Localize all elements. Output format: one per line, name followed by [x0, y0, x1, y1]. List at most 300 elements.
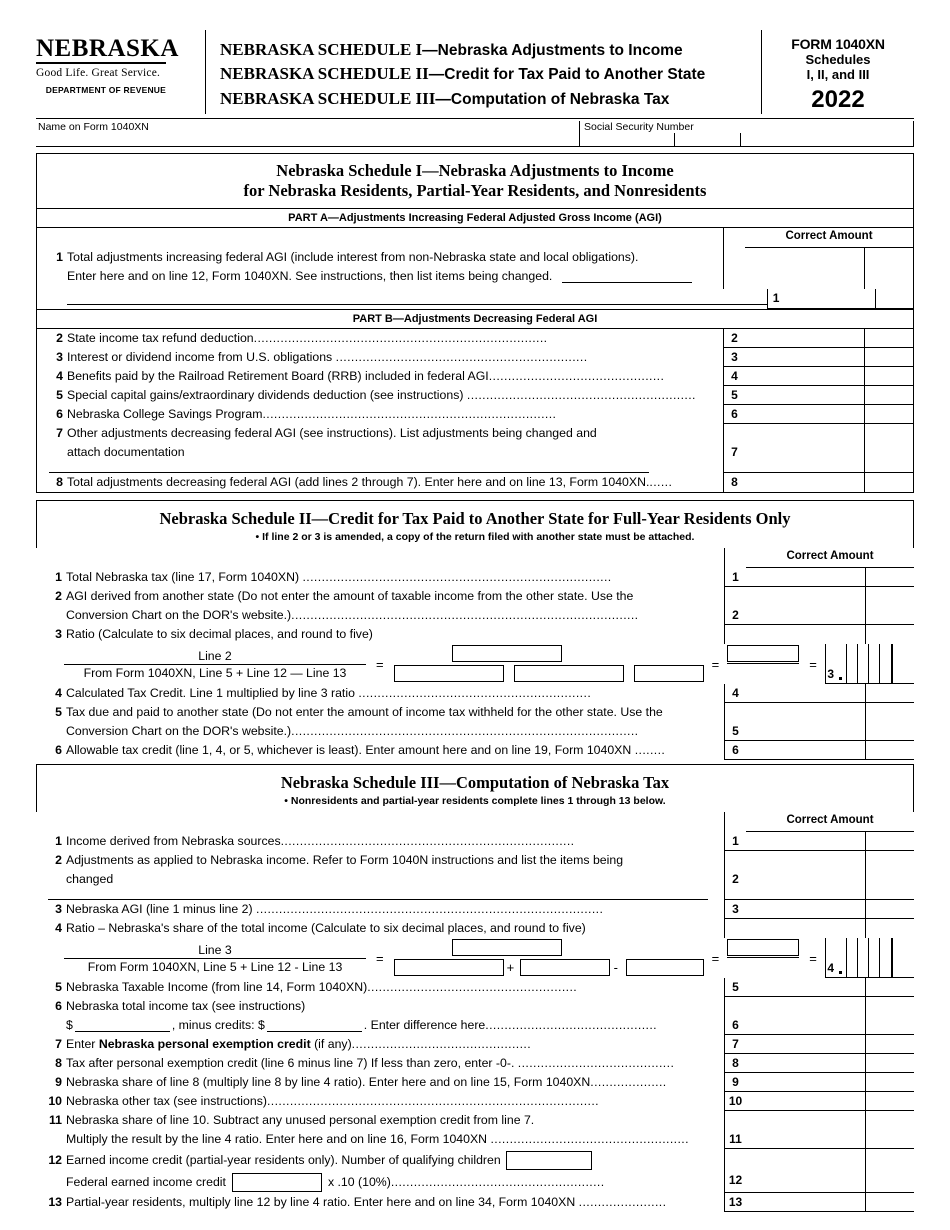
schedule-3-line-10-cents[interactable] — [866, 1092, 914, 1111]
line-number-col: 4 — [723, 367, 745, 386]
line-number-col: 11 — [724, 1130, 746, 1149]
schedule-2-ratio-numerator: Line 2 — [64, 649, 366, 665]
schedule-3-line-11b — [36, 1130, 914, 1149]
leader-dots: ........................................................................................... — [256, 902, 604, 916]
line-number: 8 — [55, 1056, 62, 1070]
schedule-2-note: • If line 2 or 3 is amended, a copy of the return filed with another state must be attached. — [255, 531, 695, 543]
line-text: Nebraska College Savings Program — [67, 407, 263, 421]
schedule-3-qualifying-children-input[interactable] — [506, 1151, 592, 1170]
schedule-3-line-4-number: 4 — [825, 938, 836, 978]
schedule-2-ratio-denom-input-2[interactable] — [514, 665, 624, 682]
line-number-col: 13 — [724, 1193, 746, 1212]
line-number-col: 2 — [723, 329, 745, 348]
schedule-3-line-9-cents[interactable] — [866, 1073, 914, 1092]
line-text: Nebraska AGI (line 1 minus line 2) — [66, 902, 257, 916]
schedule-1-line-6-amount[interactable] — [745, 405, 865, 424]
leader-dots: ............................................................ — [466, 388, 696, 402]
line-text: Nebraska Taxable Income (from line 14, Form 1040XN) — [66, 980, 368, 994]
line-number: 1 — [56, 250, 63, 264]
schedule-1-line-1-amount[interactable] — [784, 289, 876, 309]
schedule-2-title: Nebraska Schedule II—Credit for Tax Paid to Another State for Full-Year Residents Only — [159, 509, 791, 528]
ssn-field[interactable] — [579, 121, 914, 147]
schedule-3-line-6-credits-input[interactable] — [267, 1020, 362, 1032]
line-number: 6 — [56, 407, 63, 421]
line-text: Special capital gains/extraordinary dividends deduction (see instructions) — [67, 388, 467, 402]
line-text: Tax after personal exemption credit (line 6 minus line 7) If less than zero, enter -0-. — [66, 1056, 518, 1070]
schedule-2-line-2-amount[interactable] — [746, 606, 866, 625]
line-number-col: 1 — [724, 568, 746, 587]
line-number-col: 5 — [724, 978, 746, 997]
line-text: Total adjustments decreasing federal AGI (add lines 2 through 7). Enter here and on line 13, Form 1040XN. — [67, 475, 650, 489]
leader-dots: ....................................................................................... — [266, 1094, 599, 1108]
line-number-col: 4 — [724, 684, 746, 703]
line-number: 3 — [55, 627, 62, 641]
schedule-2-heading-box — [36, 500, 914, 548]
schedule-3-heading — [37, 765, 913, 795]
line-number: 2 — [56, 331, 63, 345]
line-text: Conversion Chart on the DOR's website.) — [66, 724, 292, 738]
line-number: 6 — [55, 999, 62, 1013]
schedule-2-line-1-cents[interactable] — [866, 568, 914, 587]
line-7-suffix: (if any) — [310, 1037, 352, 1051]
schedule-3-line-11-amount[interactable] — [746, 1130, 866, 1149]
decimal-digit-2[interactable] — [857, 938, 868, 977]
line-number-col: 6 — [724, 741, 746, 760]
line-6-dollar-1: $ — [66, 1018, 73, 1032]
schedule-3-ratio-result-input[interactable] — [727, 939, 799, 956]
line-number-col: 12 — [724, 1171, 746, 1193]
form-title-2 — [220, 62, 761, 86]
schedule-3-line-7-cents[interactable] — [866, 1035, 914, 1054]
schedule-2-rows — [36, 548, 914, 760]
line-text: changed — [66, 872, 114, 886]
line-number: 10 — [48, 1094, 62, 1108]
schedule-1-line-6 — [37, 405, 913, 424]
schedule-3-line-1 — [36, 832, 914, 851]
schedule-3-ratio-result-rule — [727, 957, 799, 958]
line-text: Ratio – Nebraska's share of the total income (Calculate to six decimal places, and round to five) — [66, 921, 586, 935]
schedule-1-line-3 — [37, 348, 913, 367]
schedule-3-line-2-cents[interactable] — [866, 870, 914, 900]
form-header — [36, 30, 914, 119]
schedule-1-part-b-header: PART B—Adjustments Decreasing Federal AGI — [37, 309, 913, 329]
line-text: Other adjustments decreasing federal AGI (see instructions). List adjustments being changed and — [67, 426, 597, 440]
schedule-3-line-12a — [36, 1149, 914, 1171]
taxpayer-identification-row — [36, 121, 914, 147]
leader-dots: ............................................................................. — [280, 834, 575, 848]
schedule-3-ratio-denom-input-1[interactable] — [394, 959, 504, 976]
line-number: 1 — [55, 570, 62, 584]
schedule-1-line-7b — [37, 443, 913, 473]
schedule-2-line-2b — [36, 606, 914, 625]
form-title-2-rest: —Credit for Tax Paid to Another State — [428, 66, 706, 84]
logo-state-name: NEBRASKA — [36, 35, 179, 62]
schedule-1-line-1a — [37, 248, 913, 267]
decimal-digit-5[interactable] — [892, 938, 914, 977]
line-number-col: 7 — [724, 1035, 746, 1054]
schedule-1-line-1-text — [37, 248, 723, 267]
decimal-digit-1[interactable] — [846, 644, 857, 683]
line-6-suffix: . Enter difference here — [363, 1018, 486, 1032]
schedule-3-correct-amount-label: Correct Amount — [786, 814, 874, 826]
schedule-3-line-6-amount[interactable] — [746, 1016, 866, 1035]
line-text: Income derived from Nebraska sources — [66, 834, 281, 848]
logo-department: DEPARTMENT OF REVENUE — [45, 85, 166, 95]
line-number: 2 — [55, 589, 62, 603]
schedule-1-line-4-amount[interactable] — [745, 367, 865, 386]
line-number-col: 1 — [724, 832, 746, 851]
schedule-1-line-2 — [37, 329, 913, 348]
leader-dots: ............................................................................. — [253, 331, 548, 345]
line-text: AGI derived from another state (Do not enter the amount of taxable income from the other state. Use the — [66, 589, 634, 603]
line-text: Adjustments as applied to Nebraska income. Refer to Form 1040N instructions and list the items being — [66, 853, 624, 867]
ssn-field-label: Social Security Number — [584, 121, 694, 133]
line-number-col: 3 — [724, 900, 746, 919]
schedule-2-line-3-decimal-cells-2[interactable] — [892, 644, 914, 684]
schedule-2-line-6 — [36, 741, 914, 760]
line-text: Benefits paid by the Railroad Retirement Board (RRB) included in federal AGI — [67, 369, 489, 383]
decimal-digit-4[interactable] — [879, 644, 890, 683]
agency-logo — [36, 30, 206, 114]
line-number: 6 — [55, 743, 62, 757]
schedule-3-line-1-amount[interactable] — [746, 832, 866, 851]
leader-dots: ....................................................... — [367, 980, 578, 994]
schedule-2-line-3-decimal-cells[interactable] — [836, 644, 892, 684]
schedule-3-title: Nebraska Schedule III—Computation of Nebraska Tax — [280, 773, 670, 792]
line-text: Partial-year residents, multiply line 12 by line 4 ratio. Enter here and on line 34, Form 1040XN — [66, 1195, 579, 1209]
schedule-1-line-2-cents[interactable] — [865, 329, 913, 348]
line-12-eic-label: Federal earned income credit — [66, 1174, 226, 1189]
line-number-col: 3 — [723, 348, 745, 367]
decimal-digit-2[interactable] — [857, 644, 868, 683]
leader-dots: .................................................................. — [335, 350, 588, 364]
line-text: Earned income credit (partial-year residents only). Number of qualifying children — [66, 1152, 501, 1167]
schedule-3-line-12-cents[interactable] — [866, 1171, 914, 1193]
name-field-label: Name on Form 1040XN — [38, 121, 149, 133]
schedule-3-equals-2: = — [711, 950, 720, 966]
form-identifier — [762, 30, 914, 114]
leader-dots: ....................... — [578, 1195, 667, 1209]
schedule-1-line-7a — [37, 424, 913, 443]
line-text: Calculated Tax Credit. Line 1 multiplied by line 3 ratio — [66, 686, 359, 700]
line-text: Nebraska share of line 8 (multiply line 8 by line 4 ratio). Enter here and on line 15, Form 1040XN — [66, 1075, 591, 1089]
line-number: 8 — [56, 475, 63, 489]
schedule-1-title-line1: Nebraska Schedule I—Nebraska Adjustments to Income — [276, 161, 674, 180]
leader-dots: ......................................... — [517, 1056, 675, 1070]
form-title-1-bold: NEBRASKA SCHEDULE I — [220, 40, 423, 59]
schedule-1-line-6-cents[interactable] — [865, 405, 913, 424]
ssn-divider-1 — [674, 133, 675, 146]
line-number-col: 10 — [724, 1092, 746, 1111]
schedule-2-heading — [37, 501, 913, 531]
form-title-2-bold: NEBRASKA SCHEDULE II — [220, 64, 429, 84]
decimal-digit-4[interactable] — [879, 938, 890, 977]
leader-dots: ............................................................. — [358, 686, 592, 700]
line-text: Total Nebraska tax (line 17, Form 1040XN) — [66, 570, 303, 584]
form-title-3 — [220, 87, 761, 111]
line-text: Multiply the result by the line 4 ratio. Enter here and on line 16, Form 1040XN — [66, 1132, 491, 1146]
schedule-2-line-5-amount[interactable] — [746, 722, 866, 741]
line-number-col: 8 — [724, 1054, 746, 1073]
schedule-2-line-3-label — [36, 625, 914, 644]
schedule-1-line-7-cents[interactable] — [865, 443, 913, 473]
schedule-2-line-3-number: 3 — [825, 644, 836, 684]
schedule-1-line-1-cents[interactable] — [876, 289, 913, 309]
logo-tagline: Good Life. Great Service. — [36, 67, 161, 79]
schedule-2-line-5b — [36, 722, 914, 741]
schedule-1-title-line2: for Nebraska Residents, Partial-Year Residents, and Nonresidents — [243, 181, 707, 200]
line-number: 2 — [55, 853, 62, 867]
schedule-2-ratio-denominator: From Form 1040XN, Line 5 + Line 12 — Line 13 — [83, 665, 347, 680]
form-title-1-rest: —Nebraska Adjustments to Income — [422, 42, 683, 59]
schedule-2-line-6-amount[interactable] — [746, 741, 866, 760]
line-text: Nebraska share of line 10. Subtract any unused personal exemption credit from line 7. — [66, 1113, 535, 1127]
schedule-1-line-7-amount[interactable] — [745, 443, 865, 473]
schedule-1-correct-amount-header-row — [37, 228, 913, 248]
schedule-3-line-6a — [36, 997, 914, 1016]
line-number: 4 — [55, 686, 62, 700]
schedule-3-rows — [36, 812, 914, 1212]
schedule-3-line-2a — [36, 851, 914, 870]
schedule-1-box — [36, 153, 914, 493]
schedule-3-line-8-cents[interactable] — [866, 1054, 914, 1073]
form-schedules-label: Schedules — [805, 52, 871, 67]
schedule-3-ratio-denom-input-3[interactable] — [626, 959, 704, 976]
line-number-col: 8 — [723, 473, 745, 492]
leader-dots: ........................................................................................... — [291, 608, 639, 622]
form-title-1 — [220, 38, 761, 62]
line-number-col: 5 — [723, 386, 745, 405]
schedule-1-line-7-writein[interactable] — [49, 461, 649, 473]
schedule-3-line-10-amount[interactable] — [746, 1092, 866, 1111]
schedule-3-line-2b — [36, 870, 914, 900]
schedule-1-line-3-amount[interactable] — [745, 348, 865, 367]
schedule-3-equals-3: = — [809, 950, 817, 966]
schedule-2-line-5-cents[interactable] — [866, 722, 914, 741]
decimal-digit-1[interactable] — [846, 938, 857, 977]
schedule-3-ratio-denominator: From Form 1040XN, Line 5 + Line 12 - Line 13 — [87, 959, 343, 974]
schedule-3-ratio-numerator: Line 3 — [64, 943, 366, 959]
schedule-3-line-7-amount[interactable] — [746, 1035, 866, 1054]
line-number: 5 — [55, 705, 62, 719]
schedule-2-line-5a — [36, 703, 914, 722]
schedule-1-line-5-amount[interactable] — [745, 386, 865, 405]
schedule-1-correct-amount-label: Correct Amount — [785, 230, 873, 242]
schedule-3-equals-1: = — [376, 950, 384, 966]
schedule-3-line-4-decimal-cells-2[interactable] — [892, 938, 914, 978]
decimal-digit-3[interactable] — [868, 644, 879, 683]
schedule-3-line-2-amount[interactable] — [746, 870, 866, 900]
schedule-1-line-4 — [37, 367, 913, 386]
schedule-3-line-11-cents[interactable] — [866, 1130, 914, 1149]
leader-dots: ........ — [634, 743, 666, 757]
line-number-col: 6 — [724, 1016, 746, 1035]
schedule-1-heading — [37, 154, 913, 208]
decimal-digit-3[interactable] — [868, 938, 879, 977]
leader-dots: ............................................................................. — [262, 407, 557, 421]
line-12-eic-multiplier: x .10 (10%) — [327, 1174, 391, 1189]
line-number: 9 — [55, 1075, 62, 1089]
schedule-3-line-3 — [36, 900, 914, 919]
line-text: Interest or dividend income from U.S. obligations — [67, 350, 336, 364]
form-number: FORM 1040XN — [791, 36, 885, 52]
schedule-1-line-2-amount[interactable] — [745, 329, 865, 348]
schedule-1-part-a-header: PART A—Adjustments Increasing Federal Adjusted Gross Income (AGI) — [37, 208, 913, 228]
schedule-3-correct-amount-header-row — [36, 812, 914, 832]
schedule-2-equals-3: = — [809, 656, 817, 672]
schedule-2-line-2a — [36, 587, 914, 606]
line-number-col: 5 — [724, 722, 746, 741]
form-title-3-bold: NEBRASKA SCHEDULE III — [220, 88, 436, 108]
schedule-1-line-8 — [37, 473, 913, 492]
schedule-3-minus-sign: - — [613, 960, 618, 975]
line-text: Tax due and paid to another state (Do not enter the amount of income tax withheld for the other state. Use the — [66, 705, 663, 719]
schedule-3-plus-sign: + — [506, 960, 515, 975]
line-text: State income tax refund deduction — [67, 331, 254, 345]
leader-dots: .................................................... — [490, 1132, 689, 1146]
schedule-1-line-4-cents[interactable] — [865, 367, 913, 386]
line-text: Allowable tax credit (line 1, 4, or 5, whichever is least). Enter amount here and on line 19, Form 1040XN — [66, 743, 635, 757]
line-number: 3 — [55, 902, 62, 916]
line-number: 3 — [56, 350, 63, 364]
schedule-1-line-8-cents[interactable] — [865, 473, 913, 492]
schedule-3-heading-box — [36, 764, 914, 812]
schedule-2-ratio-result-rule — [727, 663, 799, 664]
schedule-3-line-6-tax-input[interactable] — [75, 1020, 170, 1032]
schedule-3-line-5-amount[interactable] — [746, 978, 866, 997]
line-text: Nebraska other tax (see instructions) — [66, 1094, 267, 1108]
leader-dots: ...... — [649, 475, 673, 489]
schedule-3-line-6b — [36, 1016, 914, 1035]
line-number: 4 — [55, 921, 62, 935]
line-text: Nebraska total income tax (see instructions) — [66, 999, 306, 1013]
line-text: attach documentation — [67, 445, 185, 459]
schedule-3-line-1-cents[interactable] — [866, 832, 914, 851]
line-number: 7 — [55, 1037, 62, 1051]
schedule-3-ratio-numerator-input[interactable] — [452, 939, 562, 956]
line-number-col: 6 — [723, 405, 745, 424]
schedule-3-line-13-amount[interactable] — [746, 1193, 866, 1212]
line-number: 13 — [48, 1195, 62, 1209]
schedule-3-line-9 — [36, 1073, 914, 1092]
leader-dots: ............................................. — [485, 1018, 657, 1032]
leader-dots: ................................................................................. — [302, 570, 612, 584]
line-number: 5 — [56, 388, 63, 402]
schedule-2-ratio-row — [36, 644, 914, 684]
logo-rule — [36, 62, 166, 64]
schedule-2-ratio-denom-input-1[interactable] — [394, 665, 504, 682]
schedule-2-line-6-cents[interactable] — [866, 741, 914, 760]
schedule-2-line-2-cents[interactable] — [866, 606, 914, 625]
form-titles — [206, 30, 762, 114]
schedule-3-line-12b — [36, 1171, 914, 1193]
schedule-3-federal-eic-input[interactable] — [232, 1173, 322, 1192]
line-number-col: 2 — [724, 606, 746, 625]
line-7-bold-text: Nebraska personal exemption credit — [98, 1037, 311, 1051]
line-7-prefix: Enter — [66, 1037, 99, 1051]
decimal-point — [836, 938, 846, 977]
schedule-1-line-8-amount[interactable] — [745, 473, 865, 492]
leader-dots: ........................................................ — [390, 1174, 605, 1189]
form-title-3-rest: —Computation of Nebraska Tax — [435, 90, 670, 108]
schedule-2-line-4-cents[interactable] — [866, 684, 914, 703]
schedule-3-line-3-amount[interactable] — [746, 900, 866, 919]
schedule-1-line-1c — [37, 289, 913, 309]
schedule-3-line-6-cents[interactable] — [866, 1016, 914, 1035]
schedule-3-line-3-cents[interactable] — [866, 900, 914, 919]
line-text: Total adjustments increasing federal AGI (include interest from non-Nebraska state and local obligations). — [67, 250, 639, 264]
line-text: Ratio (Calculate to six decimal places, and round to five) — [66, 627, 373, 641]
schedule-2-ratio-result-input[interactable] — [727, 645, 799, 662]
line-number: 1 — [55, 834, 62, 848]
schedule-2-equals-2: = — [711, 656, 720, 672]
line-number: 7 — [56, 426, 63, 440]
schedule-3-line-5-cents[interactable] — [866, 978, 914, 997]
schedule-2-line-1 — [36, 568, 914, 587]
schedule-1-line-1-writein-long[interactable] — [67, 293, 767, 305]
schedule-3-ratio-denom-input-2[interactable] — [520, 959, 610, 976]
schedule-1-line-1-writein-short[interactable] — [562, 271, 692, 283]
schedule-3-line-9-amount[interactable] — [746, 1073, 866, 1092]
schedule-3-line-4-decimal-cells[interactable] — [836, 938, 892, 978]
schedule-1-line-5 — [37, 386, 913, 405]
schedule-3-line-12-amount[interactable] — [746, 1171, 866, 1193]
schedule-1-line-5-cents[interactable] — [865, 386, 913, 405]
schedule-2-line-4 — [36, 684, 914, 703]
form-schedules-list: I, II, and III — [806, 67, 870, 82]
schedule-3-line-2-writein[interactable] — [48, 888, 708, 900]
form-tax-year: 2022 — [811, 86, 865, 113]
schedule-2-ratio-denom-input-3[interactable] — [634, 665, 704, 682]
schedule-2-equals-1: = — [376, 656, 384, 672]
line-text: Enter here and on line 12, Form 1040XN. See instructions, then list items being changed. — [67, 269, 553, 283]
name-field[interactable] — [36, 121, 579, 147]
line-number-col: 7 — [723, 443, 745, 473]
schedule-3-line-8-amount[interactable] — [746, 1054, 866, 1073]
schedule-2-line-4-amount[interactable] — [746, 684, 866, 703]
schedule-1-line-1-number: 1 — [767, 289, 784, 309]
line-text: Conversion Chart on the DOR's website.) — [66, 608, 292, 622]
schedule-3-line-13-cents[interactable] — [866, 1193, 914, 1212]
schedule-1-line-1-text2 — [37, 267, 723, 289]
line-number: 11 — [49, 1113, 62, 1127]
decimal-digit-5[interactable] — [892, 644, 914, 683]
leader-dots: .............................................. — [488, 369, 665, 383]
schedule-3-line-5 — [36, 978, 914, 997]
schedule-2-correct-amount-header-row — [36, 548, 914, 568]
line-number: 4 — [56, 369, 63, 383]
schedule-3-line-10 — [36, 1092, 914, 1111]
schedule-3-line-8 — [36, 1054, 914, 1073]
line-number-col: 9 — [724, 1073, 746, 1092]
schedule-1-line-1b — [37, 267, 913, 289]
leader-dots: ............................................... — [351, 1037, 532, 1051]
schedule-3-line-4-label — [36, 919, 914, 938]
schedule-2-correct-amount-label: Correct Amount — [786, 550, 874, 562]
schedule-1-line-3-cents[interactable] — [865, 348, 913, 367]
leader-dots: .................... — [590, 1075, 667, 1089]
line-number-col: 2 — [724, 870, 746, 900]
ssn-divider-2 — [740, 133, 741, 146]
decimal-point — [836, 644, 846, 683]
schedule-3-line-7 — [36, 1035, 914, 1054]
schedule-2-line-1-amount[interactable] — [746, 568, 866, 587]
schedule-1-line-1-writein-row — [37, 289, 767, 309]
line-number: 12 — [48, 1152, 62, 1167]
schedule-2-ratio-numerator-input[interactable] — [452, 645, 562, 662]
schedule-3-ratio-row — [36, 938, 914, 978]
line-6-credits-label: , minus credits: $ — [171, 1018, 265, 1032]
